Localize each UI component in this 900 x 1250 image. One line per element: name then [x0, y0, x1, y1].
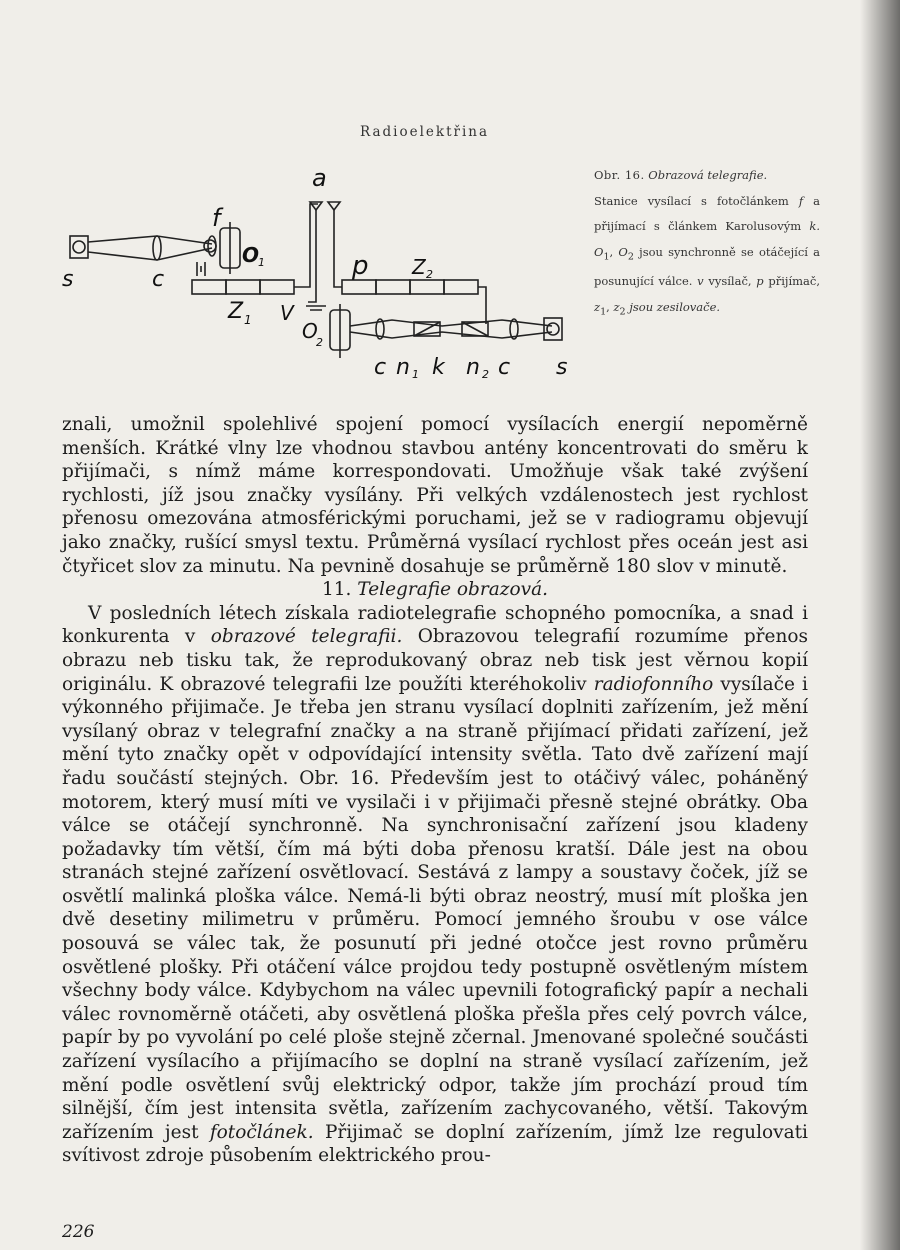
caption-comma-2: ,	[606, 299, 614, 314]
caption-text-3: jsou synchronně se otáčející a posunující válce.	[594, 244, 821, 289]
caption-z2-sub: 2	[619, 306, 626, 318]
p2-part-e: vysílače i výkonného přijimače. Je třeba jen stranu vysílací doplniti zařízením, jež mění vysílaný obraz v telegrafní značky a na straně přijímací přidati zařízení, jež mění tyto značky opět v odpovídající intensity světla. Tato dvě zařízení mají řadu součástí stejných. Obr. 16. Především jest to otáčivý válec, poháněný motorem, který musí míti ve vysilači i v přijimači přesně stejné obrátky. Oba válce se otáčejí synchronně. Na synchronisační zařízení jsou kladeny požadavky tím větší, čím má býti doba přenosu kratší. Dále jest na obou stranách stejné zařízení osvětlovací. Sestává z lampy a soustavy čoček, jíž se osvětlí malinká ploška válce. Nemá-li býti obraz neostrý, musí mít ploška jen dvě desetiny milimetru v průměru. Pomocí jemného šroubu v ose válce posouvá se válec tak, že posunutí při jedné otočce jest rovno průměru osvětlené plošky. Při otáčení válce projdou tedy postupně osvětleným místem všechny body válce. Kdybychom na válec upevnili fotografický papír a nechali válec rovnoměrně otáčeti, aby osvětlená ploška přešla přes celý povrch válce, papír by po vyvolání po celé ploše stejně zčernal. Jmenované společné součásti zařízení vysílacího a přijímacího se doplní na straně vysílací zařízením, jež mění podle osvětlení svůj elektrický odpor, takže jím prochází proud tím silnější, čím jest intensita světla, zařízením zachycovaného, větší. Takovým zařízením jest	[62, 673, 808, 1143]
label-o1-sub: 1	[258, 256, 265, 269]
recv-p-a	[342, 280, 376, 294]
light-beam-right	[350, 320, 552, 338]
label-c3: c	[498, 355, 511, 380]
battery	[197, 262, 205, 276]
label-v: V	[280, 301, 294, 325]
section-title: Telegrafie obrazová.	[357, 579, 548, 601]
ground-left	[306, 210, 326, 310]
label-k: k	[432, 355, 445, 380]
caption-text-2: a přijímací s článkem Karolusovým	[594, 193, 821, 233]
body-text	[62, 413, 808, 1168]
label-z2: Z	[412, 255, 426, 279]
antenna-a	[310, 202, 340, 210]
label-c2: c	[374, 355, 387, 380]
p2-part-a: V posledních létech získala radiotelegrafie schopného pomocníka, a snad i konkurenta v	[62, 602, 808, 648]
label-o2: O	[302, 319, 318, 343]
page-number: 226	[62, 1222, 95, 1242]
lamp-left	[73, 241, 85, 253]
p2-part-g: Přijimač se doplní zařízením, jímž lze regulovati svítivost zdroje působením elektrického prou-	[62, 1121, 808, 1167]
caption-title: Obrazová telegrafie.	[648, 168, 768, 182]
label-n2: n	[466, 355, 480, 380]
amp-z1-a	[192, 280, 226, 294]
p2-part-c: Obrazovou telegrafií rozumíme přenos obrazu neb tisku tak, že reprodukovaný obraz neb tisk jest věrnou kopií originálu. K obrazové telegrafii lze použíti kteréhokoliv	[62, 626, 809, 695]
label-z1-sub: 1	[244, 313, 252, 327]
p2-italic-obrazove: obrazové telegrafii.	[210, 626, 403, 648]
lamp-right	[547, 323, 559, 335]
caption-z1: z	[594, 299, 601, 314]
caption-text-1: Stanice vysílací s fotočlánkem	[594, 193, 789, 208]
caption-text-4: vysílač,	[703, 274, 752, 289]
label-o2-sub: 2	[316, 336, 323, 349]
photocell-f	[204, 240, 216, 252]
label-n1-sub: 1	[412, 368, 419, 381]
caption-k: k.	[809, 219, 821, 233]
label-z1: Z	[228, 299, 244, 324]
caption-number: Obr. 16.	[594, 168, 645, 182]
amp-z1-c	[260, 280, 294, 294]
label-p: p	[352, 251, 369, 281]
line-antenna-receiver	[334, 210, 342, 287]
lens-left-2	[208, 236, 216, 256]
caption-text-6: jsou zesilovače.	[629, 299, 721, 314]
label-n1: n	[396, 355, 410, 380]
amp-z2-b	[444, 280, 478, 294]
paragraph-2	[62, 602, 808, 1168]
figure-diagram	[62, 162, 572, 394]
running-head: Radioelektřina	[360, 124, 490, 140]
caption-z2: z	[613, 299, 620, 314]
amp-z2-a	[410, 280, 444, 294]
caption-text-5: přijímač,	[763, 274, 821, 289]
label-n2-sub: 2	[482, 368, 489, 381]
p2-italic-radiofonniho: radiofonního	[593, 673, 714, 695]
label-f: f	[212, 204, 221, 232]
label-c-left: c	[152, 267, 165, 292]
caption-o1-sub: 1	[603, 250, 610, 262]
telegraph-diagram	[62, 162, 572, 394]
page-edge-shadow	[860, 0, 900, 1250]
lens-left	[153, 236, 161, 260]
caption-o1: O	[594, 244, 604, 259]
label-s-right: s	[556, 355, 568, 380]
caption-o2: O	[618, 244, 628, 259]
line-to-antenna	[294, 204, 318, 287]
paragraph-1: znali, umožnil spolehlivé spojení pomocí vysílacích energií nepoměrně menších. Krátké vlny lze vhodnou stavbou antény koncentrovati do směru k přijímači, s nímž máme korrespondovati. Umožňuje však také zvýšení rychlosti, jíž jsou značky vysílány. Při velkých vzdálenostech jest rychlost přenosu omezována atmosférickými poruchami, jež se v radiogramu objevují jako značky, rušící smysl textu. Průměrná vysílací rychlost přes oceán jest asi čtyřicet slov za minutu. Na pevnině dosahuje se průměrně 180 slov v minutě.	[62, 414, 808, 577]
label-o1: O	[242, 243, 260, 267]
caption-v: v	[697, 274, 704, 289]
line-to-kerr	[478, 287, 486, 324]
figure-caption	[594, 163, 820, 325]
amp-z1-b	[226, 280, 260, 294]
section-heading	[62, 578, 808, 602]
label-a: a	[312, 164, 327, 192]
section-number: 11.	[321, 579, 352, 601]
caption-z1-sub: 1	[600, 306, 607, 318]
caption-comma: ,	[609, 244, 619, 259]
caption-p: p	[756, 274, 764, 289]
light-beam-left	[88, 236, 212, 260]
p2-italic-fotoclanek: fotočlánek.	[209, 1121, 314, 1143]
label-z2-sub: 2	[426, 268, 433, 281]
caption-f: f	[798, 193, 804, 208]
label-s-left: s	[62, 267, 74, 292]
caption-o2-sub: 2	[627, 250, 634, 262]
recv-p-b	[376, 280, 410, 294]
